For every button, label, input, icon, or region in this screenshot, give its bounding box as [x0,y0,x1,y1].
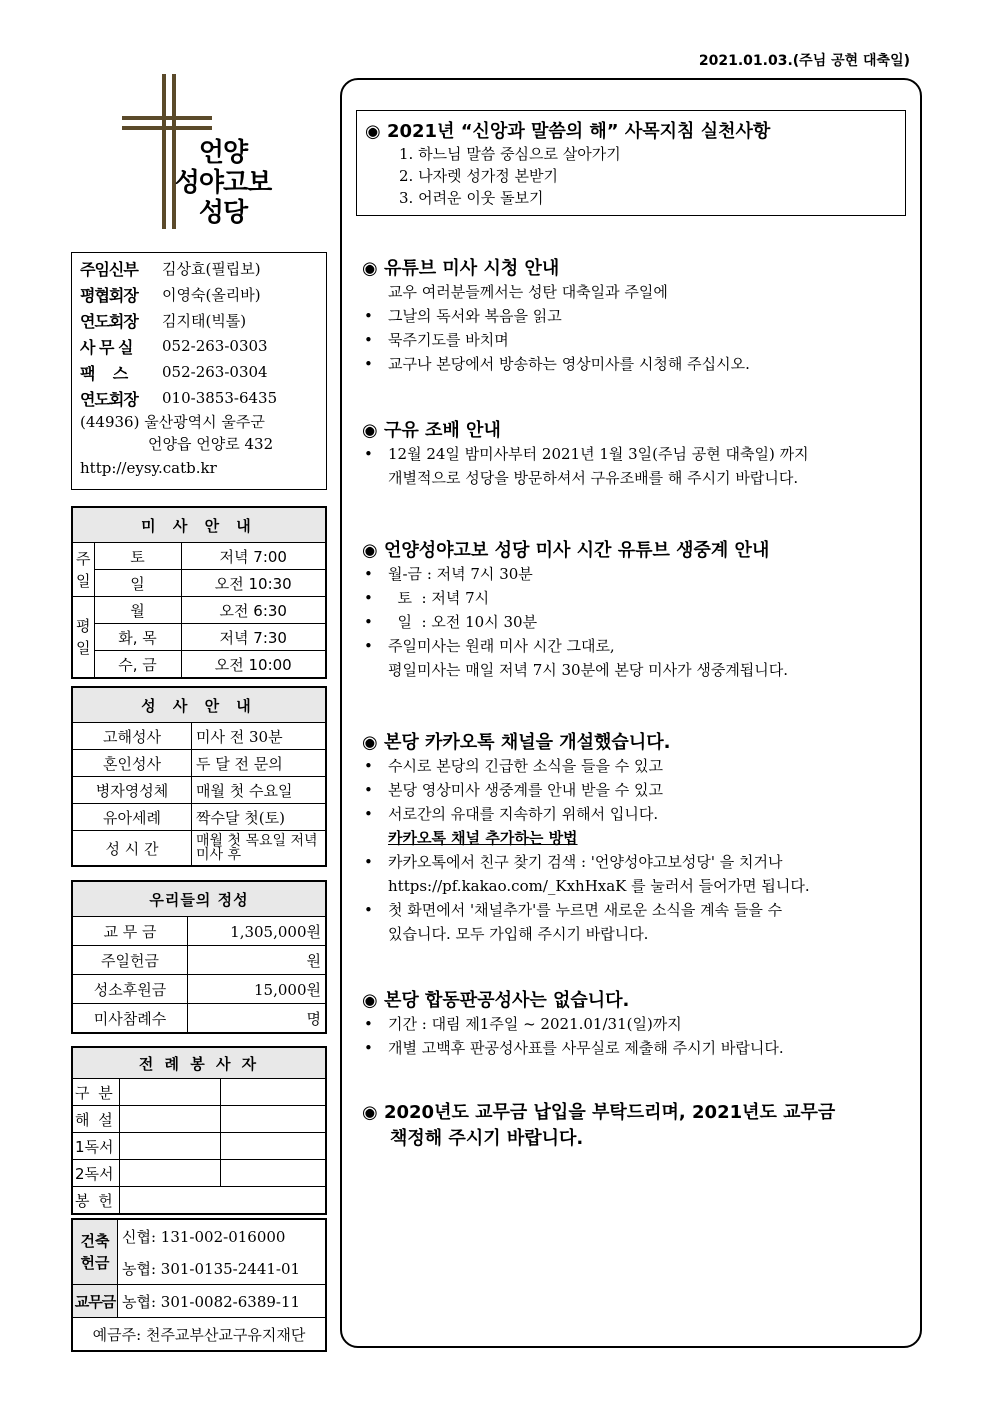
guideline-item: 3. 어려운 이웃 돌보기 [399,189,544,207]
server-cell [120,1106,221,1133]
crib-visit-section [362,416,910,490]
servers-title: 전 례 봉 사 자 [73,1048,326,1079]
pastoral-guidelines [356,110,906,216]
youtube-mass-section [362,254,910,376]
bulletin-date: 2021.01.03.(주님 공현 대축일) [698,53,910,69]
section-title: ◉ 유튜브 미사 시청 안내 [362,258,560,279]
bullet-item: • 교구나 본당에서 방송하는 영상미사를 시청해 주십시오. [362,352,910,376]
section-title: ◉ 2021년 “신앙과 말씀의 해” 사목지침 실천사항 [365,121,771,142]
bullet-item: • 본당 영상미사 생중계를 안내 받을 수 있고 [362,778,910,802]
bullet-item: • 서로간의 유대를 지속하기 위해서 입니다. [362,802,910,826]
nonghyup-account: 농협: 301-0082-6389-11 [118,1285,326,1318]
sacrament-key: 혼인성사 [73,750,192,777]
info-row [72,307,326,333]
server-cell [221,1133,326,1160]
info-row [72,281,326,307]
section-title: ◉ 2020년도 교무금 납입을 부탁드리며, 2021년도 교무금 [362,1102,836,1123]
cross-icon-bar [122,116,212,120]
kakao-link[interactable]: https://pf.kakao.com/_KxhHxaK 를 눌러서 들어가면 됩니다. [388,877,810,895]
church-name [174,138,272,228]
section-text: 개별적으로 성당을 방문하셔서 구유조배를 해 주시기 바랍니다. [388,469,799,487]
bullet-item: • 개별 고백후 판공성사표를 사무실로 제출해 주시기 바랍니다. [362,1036,910,1060]
info-value: 010-3853-6435 [162,389,278,407]
bullet-item: • 토 : 저녁 7시 [362,586,910,610]
sacrament-value: 매월 첫 목요일 저녁미사 후 [192,831,326,866]
guideline-item: 2. 나자렛 성가정 본받기 [399,167,559,185]
server-role: 2독서 [73,1160,120,1187]
info-value: 이영숙(올리바) [162,285,261,304]
church-name-line3: 성당 [198,198,248,228]
offering-table [71,880,327,1034]
section-title: ◉ 구유 조배 안내 [362,420,501,441]
mass-title: 미 사 안 내 [73,508,326,543]
section-title: ◉ 본당 합동판공성사는 없습니다. [362,990,630,1011]
server-cell [120,1160,221,1187]
bullet-item: • 수시로 본당의 긴급한 소식을 들을 수 있고 [362,754,910,778]
shinhyup-account: 신협: 131-002-016000 [118,1220,326,1253]
live-stream-section [362,536,910,682]
bank-accounts [71,1218,327,1352]
sacrament-value: 짝수달 첫(토) [192,804,326,831]
building-fund-label: 건축헌금 [73,1220,118,1285]
mass-day: 수, 금 [94,651,181,678]
mass-day: 토 [94,543,181,570]
info-row [72,359,326,385]
server-cell [221,1079,326,1106]
server-cell [221,1106,326,1133]
cross-icon-bar2 [122,126,212,130]
server-role: 봉 헌 [73,1187,120,1214]
server-cell [120,1187,326,1214]
server-role: 해 설 [73,1106,120,1133]
sacrament-key: 고해성사 [73,723,192,750]
info-key: 팩 스 [80,363,128,383]
website-link[interactable]: http://eysy.catb.kr [80,459,217,477]
mass-day: 화, 목 [94,624,181,651]
section-title: ◉ 언양성야고보 성당 미사 시간 유튜브 생중계 안내 [362,540,770,561]
info-value: 김상효(필립보) [162,259,261,278]
info-key: 연도회장 [80,389,138,409]
bullet-item: • 일 : 오전 10시 30분 [362,610,910,634]
info-key: 연도회장 [80,311,138,331]
section-text: 있습니다. 모두 가입해 주시기 바랍니다. [388,925,649,943]
nonghyup-account: 농협: 301-0135-2441-01 [118,1252,326,1285]
mass-schedule [71,506,327,679]
offering-value: 15,000원 [188,975,326,1004]
church-name-line1: 언양 [198,138,248,168]
sacrament-title: 성 사 안 내 [73,688,326,723]
info-key: 주임신부 [80,259,138,279]
church-logo [122,74,272,234]
church-info-box [71,252,327,490]
info-row [72,333,326,359]
server-role: 구 분 [73,1079,120,1106]
server-cell [120,1079,221,1106]
info-value: 052-263-0304 [162,363,268,381]
bullet-item: • 첫 화면에서 '채널추가'를 누르면 새로운 소식을 계속 들을 수 [362,898,910,922]
offering-value: 명 [188,1004,326,1033]
server-cell [120,1133,221,1160]
sacrament-key: 병자영성체 [73,777,192,804]
guideline-item: 1. 하느님 말씀 중심으로 살아가기 [399,145,621,163]
offering-key: 미사참례수 [73,1004,188,1033]
sunday-label: 주일 [73,543,95,597]
server-role: 1독서 [73,1133,120,1160]
info-row [72,255,326,281]
info-value: 김지태(빅톨) [162,311,247,330]
mass-time: 오전 6:30 [181,597,326,624]
info-key: 평협회장 [80,285,138,305]
offering-key: 성소후원금 [73,975,188,1004]
sacrament-value: 두 달 전 문의 [192,750,326,777]
offering-key: 교 무 금 [73,917,188,946]
address-line1: (44936) 울산광역시 울주군 [80,413,265,431]
bullet-item: • 12월 24일 밤미사부터 2021년 1월 3일(주님 공현 대축일) 까지 [362,442,910,466]
sacrament-value: 미사 전 30분 [192,723,326,750]
section-title-cont: 책정해 주시기 바랍니다. [390,1128,584,1149]
bullet-item: • 묵주기도를 바치며 [362,328,910,352]
mass-time: 저녁 7:00 [181,543,326,570]
section-title: ◉ 본당 카카오톡 채널을 개설했습니다. [362,732,671,753]
servers-table [71,1046,327,1215]
server-cell [221,1160,326,1187]
offering-key: 주일헌금 [73,946,188,975]
account-holder: 예금주: 천주교부산교구유지재단 [73,1318,326,1351]
sacrament-value: 매월 첫 수요일 [192,777,326,804]
cross-icon [162,74,166,229]
weekday-label: 평일 [73,597,95,678]
address [72,411,326,455]
bullet-item: • 그날의 독서와 복음을 읽고 [362,304,910,328]
info-row [72,385,326,411]
confession-section [362,986,910,1060]
bullet-item: • 카카오톡에서 친구 찾기 검색 : '언양성야고보성당' 을 치거나 [362,850,910,874]
offering-title: 우리들의 정성 [73,882,326,917]
offering-value: 1,305,000원 [188,917,326,946]
bullet-item: • 주일미사는 원래 미사 시간 그대로, [362,634,910,658]
mass-time: 오전 10:30 [181,570,326,597]
mass-time: 저녁 7:30 [181,624,326,651]
sacrament-key: 유아세례 [73,804,192,831]
kakao-channel-section [362,728,910,946]
howto-heading: 카카오톡 채널 추가하는 방법 [388,829,578,847]
info-key: 사 무 실 [80,337,133,357]
mass-day: 월 [94,597,181,624]
offering-value: 원 [188,946,326,975]
sacrament-schedule [71,686,327,867]
church-name-line2: 성야고보 [174,168,272,198]
mass-time: 오전 10:00 [181,651,326,678]
bullet-item: • 기간 : 대림 제1주일 ~ 2021.01/31(일)까지 [362,1012,910,1036]
section-text: 교우 여러분들께서는 성탄 대축일과 주일에 [388,283,668,301]
section-text: 평일미사는 매일 저녁 7시 30분에 본당 미사가 생중계됩니다. [388,661,789,679]
address-line2: 언양읍 언양로 432 [148,435,274,453]
sacrament-key: 성 시 간 [73,831,192,866]
gyomu-label: 교무금 [73,1285,118,1318]
gyomu-section [362,1098,910,1150]
info-value: 052-263-0303 [162,337,268,355]
mass-day: 일 [94,570,181,597]
bullet-item: • 월-금 : 저녁 7시 30분 [362,562,910,586]
